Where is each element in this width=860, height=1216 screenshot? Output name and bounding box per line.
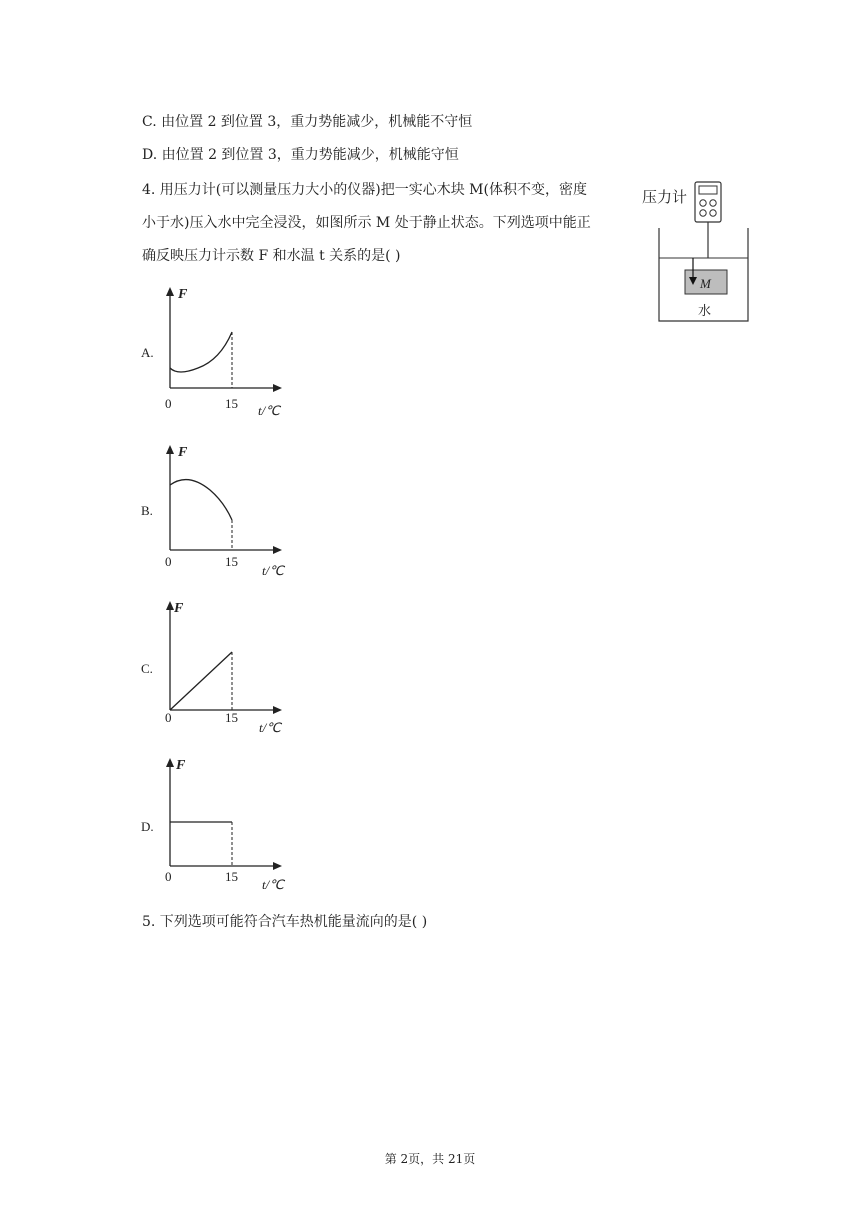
option-d-graph [158, 755, 298, 895]
page-footer: 第 2页，共 21页 [384, 1152, 476, 1166]
tick-15-label: 15 [225, 554, 238, 569]
option-d-previous: D. 由位置 2 到位置 3，重力势能减少，机械能守恒 [142, 147, 459, 163]
x-axis-label: t/℃ [259, 720, 281, 735]
curve [170, 332, 232, 372]
gauge-button [710, 200, 716, 206]
y-axis-label: F [178, 445, 188, 460]
block-label: M [700, 276, 711, 291]
gauge-label: 压力计 [642, 190, 688, 206]
tick-15-label: 15 [225, 869, 238, 884]
option-b-graph [158, 442, 298, 582]
option-a-graph [158, 284, 298, 424]
x-axis-label: t/℃ [262, 563, 284, 578]
curve [170, 652, 232, 710]
water-label: 水 [698, 303, 712, 318]
x-axis-label: t/℃ [258, 403, 280, 418]
gauge-button [700, 210, 706, 216]
question-5: 5. 下列选项可能符合汽车热机能量流向的是( ) [142, 914, 428, 930]
y-axis-arrow [166, 601, 174, 610]
gauge-screen [699, 186, 717, 194]
y-axis-arrow [166, 445, 174, 454]
tick-15-label: 15 [225, 710, 238, 725]
x-axis-arrow [273, 546, 282, 554]
x-axis-arrow [273, 384, 282, 392]
y-axis-arrow [166, 758, 174, 767]
option-c-graph [158, 598, 298, 738]
origin-label: 0 [165, 710, 172, 725]
question-4-line-2: 小于水)压入水中完全浸没，如图所示 M 处于静止状态。下列选项中能正 [142, 215, 591, 231]
origin-label: 0 [165, 554, 172, 569]
pressure-gauge-figure [640, 178, 755, 328]
origin-label: 0 [165, 396, 172, 411]
gauge-button [710, 210, 716, 216]
origin-label: 0 [165, 869, 172, 884]
option-c-label: C. [141, 661, 153, 676]
x-axis-label: t/℃ [262, 877, 284, 892]
question-4-line-1: 4. 用压力计(可以测量压力大小的仪器)把一实心木块 M(体积不变，密度 [142, 182, 587, 198]
y-axis-arrow [166, 287, 174, 296]
x-axis-arrow [273, 706, 282, 714]
option-a-label: A. [141, 345, 154, 360]
y-axis-label: F [178, 287, 188, 302]
y-axis-label: F [176, 758, 186, 773]
option-b-label: B. [141, 503, 153, 518]
y-axis-label: F [174, 601, 184, 616]
gauge-button [700, 200, 706, 206]
question-4-line-3: 确反映压力计示数 F 和水温 t 关系的是( ) [142, 248, 401, 264]
option-d-label: D. [141, 819, 154, 834]
curve [170, 480, 232, 520]
tick-15-label: 15 [225, 396, 238, 411]
option-c-previous: C. 由位置 2 到位置 3，重力势能减少，机械能不守恒 [142, 114, 473, 130]
x-axis-arrow [273, 862, 282, 870]
